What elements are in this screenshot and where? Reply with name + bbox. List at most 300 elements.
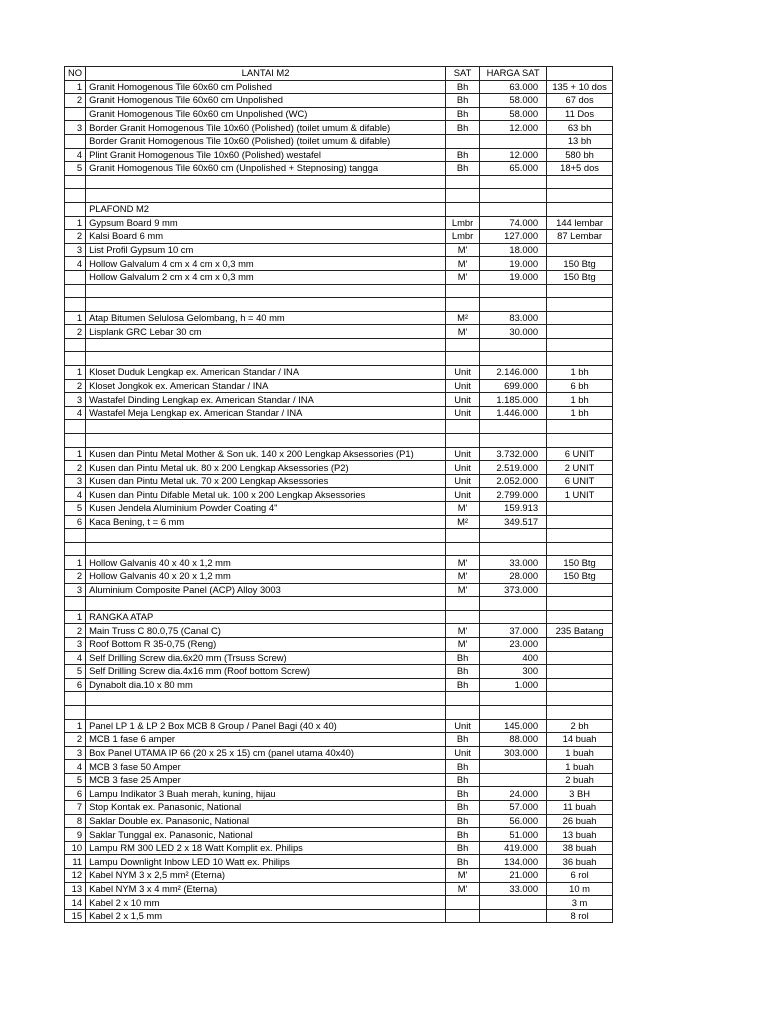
item-unit-price xyxy=(480,298,547,312)
item-quantity: 6 UNIT xyxy=(547,474,613,488)
item-quantity xyxy=(547,705,613,719)
table-row xyxy=(65,705,613,719)
item-description: Kabel NYM 3 x 4 mm² (Eterna) xyxy=(86,882,446,896)
item-description: Border Granit Homogenous Tile 10x60 (Polished) (toilet umum & difable) xyxy=(86,134,446,148)
item-quantity: 1 bh xyxy=(547,393,613,407)
item-quantity: 1 buah xyxy=(547,746,613,760)
item-quantity xyxy=(547,202,613,216)
item-quantity: 580 bh xyxy=(547,148,613,162)
item-unit-price: 51.000 xyxy=(480,828,547,842)
item-unit: Unit xyxy=(446,461,480,475)
item-number: 2 xyxy=(65,733,86,747)
item-description xyxy=(86,434,446,448)
table-row xyxy=(65,665,613,679)
item-description: Granit Homogenous Tile 60x60 cm Unpolished xyxy=(86,94,446,108)
table-row xyxy=(65,134,613,148)
item-unit-price: 134.000 xyxy=(480,855,547,869)
item-number xyxy=(65,692,86,706)
item-quantity xyxy=(547,542,613,556)
item-unit: Unit xyxy=(446,474,480,488)
item-description: Saklar Tunggal ex. Panasonic, National xyxy=(86,828,446,842)
item-unit: M' xyxy=(446,556,480,570)
item-description: MCB 3 fase 50 Amper xyxy=(86,760,446,774)
item-number xyxy=(65,705,86,719)
item-description: MCB 1 fase 6 amper xyxy=(86,733,446,747)
item-description: Kusen dan Pintu Metal uk. 70 x 200 Lengkap Aksessories xyxy=(86,474,446,488)
item-unit-price: 19.000 xyxy=(480,257,547,271)
item-unit: Bh xyxy=(446,760,480,774)
item-quantity: 8 rol xyxy=(547,909,613,923)
item-unit: M' xyxy=(446,624,480,638)
item-quantity xyxy=(547,637,613,651)
item-unit xyxy=(446,529,480,543)
item-number xyxy=(65,189,86,203)
item-number: 1 xyxy=(65,556,86,570)
item-unit-price xyxy=(480,610,547,624)
table-row xyxy=(65,556,613,570)
item-unit xyxy=(446,284,480,298)
item-unit: M' xyxy=(446,325,480,339)
item-number: 4 xyxy=(65,488,86,502)
item-number: 3 xyxy=(65,393,86,407)
item-number: 1 xyxy=(65,610,86,624)
table-row xyxy=(65,692,613,706)
item-number: 4 xyxy=(65,148,86,162)
item-description: Gypsum Board 9 mm xyxy=(86,216,446,230)
item-number: 2 xyxy=(65,230,86,244)
table-row xyxy=(65,542,613,556)
item-description xyxy=(86,529,446,543)
item-number: 3 xyxy=(65,583,86,597)
item-unit-price: 2.519.000 xyxy=(480,461,547,475)
item-unit-price: 1.000 xyxy=(480,678,547,692)
item-quantity: 135 + 10 dos xyxy=(547,80,613,94)
item-number: 2 xyxy=(65,569,86,583)
item-description: Hollow Galvalum 4 cm x 4 cm x 0,3 mm xyxy=(86,257,446,271)
item-quantity: 2 UNIT xyxy=(547,461,613,475)
item-unit xyxy=(446,434,480,448)
table-row xyxy=(65,447,613,461)
item-unit-price: 57.000 xyxy=(480,801,547,815)
item-quantity: 150 Btg xyxy=(547,569,613,583)
item-description: Lampu RM 300 LED 2 x 18 Watt Komplit ex. Philips xyxy=(86,841,446,855)
item-description: RANGKA ATAP xyxy=(86,610,446,624)
item-number: 5 xyxy=(65,502,86,516)
header-quantity xyxy=(547,67,613,81)
header-description: LANTAI M2 xyxy=(86,67,446,81)
item-unit xyxy=(446,542,480,556)
price-list-table xyxy=(64,66,613,923)
item-unit: Bh xyxy=(446,801,480,815)
item-description xyxy=(86,189,446,203)
table-row xyxy=(65,569,613,583)
table-row xyxy=(65,529,613,543)
item-number xyxy=(65,107,86,121)
table-row xyxy=(65,597,613,611)
item-quantity: 1 UNIT xyxy=(547,488,613,502)
item-unit: M' xyxy=(446,569,480,583)
item-description: Main Truss C 80.0,75 (Canal C) xyxy=(86,624,446,638)
item-unit-price xyxy=(480,705,547,719)
item-number: 3 xyxy=(65,474,86,488)
item-unit: M' xyxy=(446,869,480,883)
item-description: Aluminium Composite Panel (ACP) Alloy 3003 xyxy=(86,583,446,597)
item-unit: Bh xyxy=(446,107,480,121)
table-row xyxy=(65,760,613,774)
item-unit-price xyxy=(480,352,547,366)
item-number xyxy=(65,338,86,352)
item-number: 1 xyxy=(65,311,86,325)
item-unit-price: 58.000 xyxy=(480,107,547,121)
item-number: 8 xyxy=(65,814,86,828)
item-unit: Unit xyxy=(446,379,480,393)
item-description: Self Drilling Screw dia.6x20 mm (Trsuss Screw) xyxy=(86,651,446,665)
item-description: Kusen dan Pintu Metal uk. 80 x 200 Lengkap Aksessories (P2) xyxy=(86,461,446,475)
table-row xyxy=(65,814,613,828)
item-unit: M' xyxy=(446,270,480,284)
item-unit xyxy=(446,338,480,352)
item-number: 14 xyxy=(65,896,86,910)
item-number xyxy=(65,420,86,434)
item-quantity xyxy=(547,692,613,706)
item-unit: Bh xyxy=(446,814,480,828)
item-quantity: 3 BH xyxy=(547,787,613,801)
item-number: 5 xyxy=(65,162,86,176)
item-quantity xyxy=(547,610,613,624)
table-row xyxy=(65,202,613,216)
item-quantity xyxy=(547,284,613,298)
item-quantity xyxy=(547,298,613,312)
item-unit xyxy=(446,189,480,203)
item-description xyxy=(86,298,446,312)
item-unit-price: 349.517 xyxy=(480,515,547,529)
item-unit xyxy=(446,134,480,148)
header-row xyxy=(65,67,613,81)
item-quantity xyxy=(547,311,613,325)
item-unit-price xyxy=(480,760,547,774)
item-quantity: 150 Btg xyxy=(547,257,613,271)
item-quantity xyxy=(547,665,613,679)
table-row xyxy=(65,94,613,108)
item-unit-price: 2.799.000 xyxy=(480,488,547,502)
item-description xyxy=(86,692,446,706)
item-unit: Bh xyxy=(446,651,480,665)
item-number: 5 xyxy=(65,665,86,679)
item-description xyxy=(86,420,446,434)
table-row xyxy=(65,366,613,380)
item-description: Panel LP 1 & LP 2 Box MCB 8 Group / Panel Bagi (40 x 40) xyxy=(86,719,446,733)
item-unit-price: 159.913 xyxy=(480,502,547,516)
item-unit: Unit xyxy=(446,406,480,420)
item-unit-price: 24.000 xyxy=(480,787,547,801)
item-unit: Unit xyxy=(446,719,480,733)
item-unit: M² xyxy=(446,515,480,529)
item-number: 6 xyxy=(65,678,86,692)
header-no: NO xyxy=(65,67,86,81)
item-quantity: 26 buah xyxy=(547,814,613,828)
item-unit-price: 65.000 xyxy=(480,162,547,176)
item-unit-price xyxy=(480,189,547,203)
item-description: Hollow Galvalum 2 cm x 4 cm x 0,3 mm xyxy=(86,270,446,284)
item-description: Kaca Bening, t = 6 mm xyxy=(86,515,446,529)
item-unit: Bh xyxy=(446,828,480,842)
item-description: List Profil Gypsum 10 cm xyxy=(86,243,446,257)
table-row xyxy=(65,406,613,420)
item-unit: Bh xyxy=(446,80,480,94)
item-description: PLAFOND M2 xyxy=(86,202,446,216)
item-unit-price: 30.000 xyxy=(480,325,547,339)
table-row xyxy=(65,162,613,176)
item-description xyxy=(86,705,446,719)
item-unit-price: 58.000 xyxy=(480,94,547,108)
item-unit-price xyxy=(480,773,547,787)
item-quantity: 18+5 dos xyxy=(547,162,613,176)
item-unit: Unit xyxy=(446,488,480,502)
item-unit: M' xyxy=(446,583,480,597)
table-row xyxy=(65,488,613,502)
item-number xyxy=(65,542,86,556)
item-quantity: 36 buah xyxy=(547,855,613,869)
table-row xyxy=(65,230,613,244)
item-unit: Unit xyxy=(446,393,480,407)
item-quantity xyxy=(547,651,613,665)
table-row xyxy=(65,379,613,393)
item-number: 4 xyxy=(65,406,86,420)
table-row xyxy=(65,678,613,692)
table-row xyxy=(65,216,613,230)
item-quantity: 87 Lembar xyxy=(547,230,613,244)
item-unit-price xyxy=(480,338,547,352)
item-unit xyxy=(446,298,480,312)
item-number: 1 xyxy=(65,80,86,94)
item-description: Kabel 2 x 10 mm xyxy=(86,896,446,910)
table-row xyxy=(65,583,613,597)
item-quantity xyxy=(547,352,613,366)
item-number: 15 xyxy=(65,909,86,923)
item-description: Lisplank GRC Lebar 30 cm xyxy=(86,325,446,339)
item-description: Kalsi Board 6 mm xyxy=(86,230,446,244)
item-unit xyxy=(446,202,480,216)
table-row xyxy=(65,651,613,665)
item-number: 5 xyxy=(65,773,86,787)
item-unit xyxy=(446,705,480,719)
item-unit: Unit xyxy=(446,746,480,760)
table-row xyxy=(65,624,613,638)
table-row xyxy=(65,434,613,448)
item-description: Lampu Downlight Inbow LED 10 Watt ex. Philips xyxy=(86,855,446,869)
table-row xyxy=(65,148,613,162)
item-unit-price xyxy=(480,202,547,216)
item-description: Saklar Double ex. Panasonic, National xyxy=(86,814,446,828)
item-unit: M' xyxy=(446,882,480,896)
table-row xyxy=(65,121,613,135)
table-row xyxy=(65,801,613,815)
item-description: Kusen dan Pintu Metal Mother & Son uk. 140 x 200 Lengkap Aksessories (P1) xyxy=(86,447,446,461)
table-row xyxy=(65,270,613,284)
table-row xyxy=(65,311,613,325)
item-unit-price xyxy=(480,434,547,448)
item-description xyxy=(86,175,446,189)
item-quantity: 3 m xyxy=(547,896,613,910)
item-unit xyxy=(446,352,480,366)
item-unit-price: 33.000 xyxy=(480,556,547,570)
table-row xyxy=(65,637,613,651)
item-quantity: 13 bh xyxy=(547,134,613,148)
item-unit: Bh xyxy=(446,733,480,747)
item-unit-price: 28.000 xyxy=(480,569,547,583)
table-row xyxy=(65,882,613,896)
item-number xyxy=(65,597,86,611)
item-number: 2 xyxy=(65,325,86,339)
item-description: Self Drilling Screw dia.4x16 mm (Roof bottom Screw) xyxy=(86,665,446,679)
table-row xyxy=(65,773,613,787)
item-quantity: 6 rol xyxy=(547,869,613,883)
item-description: Hollow Galvanis 40 x 40 x 1,2 mm xyxy=(86,556,446,570)
item-unit: Unit xyxy=(446,366,480,380)
table-row xyxy=(65,719,613,733)
item-number: 2 xyxy=(65,94,86,108)
item-number: 13 xyxy=(65,882,86,896)
item-description: Granit Homogenous Tile 60x60 cm (Unpolished + Stepnosing) tangga xyxy=(86,162,446,176)
item-quantity: 13 buah xyxy=(547,828,613,842)
item-unit-price: 12.000 xyxy=(480,148,547,162)
item-unit xyxy=(446,909,480,923)
item-description: Kloset Duduk Lengkap ex. American Standar / INA xyxy=(86,366,446,380)
item-description: Plint Granit Homogenous Tile 10x60 (Polished) westafel xyxy=(86,148,446,162)
item-description: Roof Bottom R 35-0,75 (Reng) xyxy=(86,637,446,651)
table-row xyxy=(65,515,613,529)
item-unit-price xyxy=(480,896,547,910)
item-unit-price: 300 xyxy=(480,665,547,679)
item-description xyxy=(86,352,446,366)
item-unit-price xyxy=(480,909,547,923)
item-unit: M² xyxy=(446,311,480,325)
item-number: 2 xyxy=(65,461,86,475)
item-unit: Bh xyxy=(446,678,480,692)
item-unit-price: 303.000 xyxy=(480,746,547,760)
item-quantity: 6 UNIT xyxy=(547,447,613,461)
table-row xyxy=(65,393,613,407)
item-unit: Bh xyxy=(446,841,480,855)
item-unit: Bh xyxy=(446,773,480,787)
item-description: Dynabolt dia.10 x 80 mm xyxy=(86,678,446,692)
table-row xyxy=(65,869,613,883)
item-unit-price: 699.000 xyxy=(480,379,547,393)
item-unit-price: 2.146.000 xyxy=(480,366,547,380)
item-quantity xyxy=(547,597,613,611)
item-number: 1 xyxy=(65,216,86,230)
item-number xyxy=(65,284,86,298)
item-unit-price xyxy=(480,597,547,611)
item-quantity xyxy=(547,529,613,543)
item-unit: M' xyxy=(446,502,480,516)
item-unit-price: 37.000 xyxy=(480,624,547,638)
table-row xyxy=(65,855,613,869)
item-number: 6 xyxy=(65,515,86,529)
item-number xyxy=(65,134,86,148)
table-row xyxy=(65,352,613,366)
table-row xyxy=(65,828,613,842)
item-unit: Lmbr xyxy=(446,216,480,230)
item-unit-price: 63.000 xyxy=(480,80,547,94)
item-number: 1 xyxy=(65,366,86,380)
table-row xyxy=(65,107,613,121)
item-unit-price: 373.000 xyxy=(480,583,547,597)
table-row xyxy=(65,189,613,203)
item-number xyxy=(65,175,86,189)
item-unit: Bh xyxy=(446,148,480,162)
item-number: 3 xyxy=(65,121,86,135)
item-quantity xyxy=(547,515,613,529)
item-quantity: 38 buah xyxy=(547,841,613,855)
item-description: Kabel NYM 3 x 2,5 mm² (Eterna) xyxy=(86,869,446,883)
item-unit-price: 33.000 xyxy=(480,882,547,896)
item-quantity xyxy=(547,243,613,257)
table-row xyxy=(65,502,613,516)
table-row xyxy=(65,284,613,298)
item-unit xyxy=(446,420,480,434)
item-quantity: 10 m xyxy=(547,882,613,896)
item-description xyxy=(86,338,446,352)
item-quantity: 150 Btg xyxy=(547,556,613,570)
table-row xyxy=(65,325,613,339)
table-row xyxy=(65,298,613,312)
item-unit-price: 56.000 xyxy=(480,814,547,828)
item-unit: Bh xyxy=(446,855,480,869)
item-number: 4 xyxy=(65,257,86,271)
item-unit-price: 23.000 xyxy=(480,637,547,651)
item-unit-price: 1.446.000 xyxy=(480,406,547,420)
item-quantity: 2 buah xyxy=(547,773,613,787)
item-quantity xyxy=(547,420,613,434)
item-description: Stop Kontak ex. Panasonic, National xyxy=(86,801,446,815)
item-unit: Bh xyxy=(446,94,480,108)
item-unit xyxy=(446,597,480,611)
item-description: Wastafel Dinding Lengkap ex. American Standar / INA xyxy=(86,393,446,407)
table-row xyxy=(65,80,613,94)
item-number: 6 xyxy=(65,787,86,801)
item-quantity xyxy=(547,189,613,203)
item-unit: Bh xyxy=(446,665,480,679)
item-number xyxy=(65,529,86,543)
table-row xyxy=(65,787,613,801)
item-quantity: 14 buah xyxy=(547,733,613,747)
item-quantity: 235 Batang xyxy=(547,624,613,638)
table-row xyxy=(65,896,613,910)
table-row xyxy=(65,909,613,923)
table-row xyxy=(65,257,613,271)
item-unit: M' xyxy=(446,637,480,651)
item-quantity: 63 bh xyxy=(547,121,613,135)
item-quantity: 67 dos xyxy=(547,94,613,108)
item-unit: Unit xyxy=(446,447,480,461)
item-description: MCB 3 fase 25 Amper xyxy=(86,773,446,787)
item-number: 3 xyxy=(65,637,86,651)
item-number xyxy=(65,270,86,284)
item-number: 12 xyxy=(65,869,86,883)
table-row xyxy=(65,338,613,352)
item-unit-price: 19.000 xyxy=(480,270,547,284)
item-number: 3 xyxy=(65,746,86,760)
item-number: 11 xyxy=(65,855,86,869)
item-number: 4 xyxy=(65,760,86,774)
item-description: Kusen Jendela Aluminium Powder Coating 4" xyxy=(86,502,446,516)
table-row xyxy=(65,733,613,747)
item-number: 2 xyxy=(65,379,86,393)
item-number: 1 xyxy=(65,447,86,461)
item-description: Hollow Galvanis 40 x 20 x 1,2 mm xyxy=(86,569,446,583)
item-unit-price xyxy=(480,529,547,543)
